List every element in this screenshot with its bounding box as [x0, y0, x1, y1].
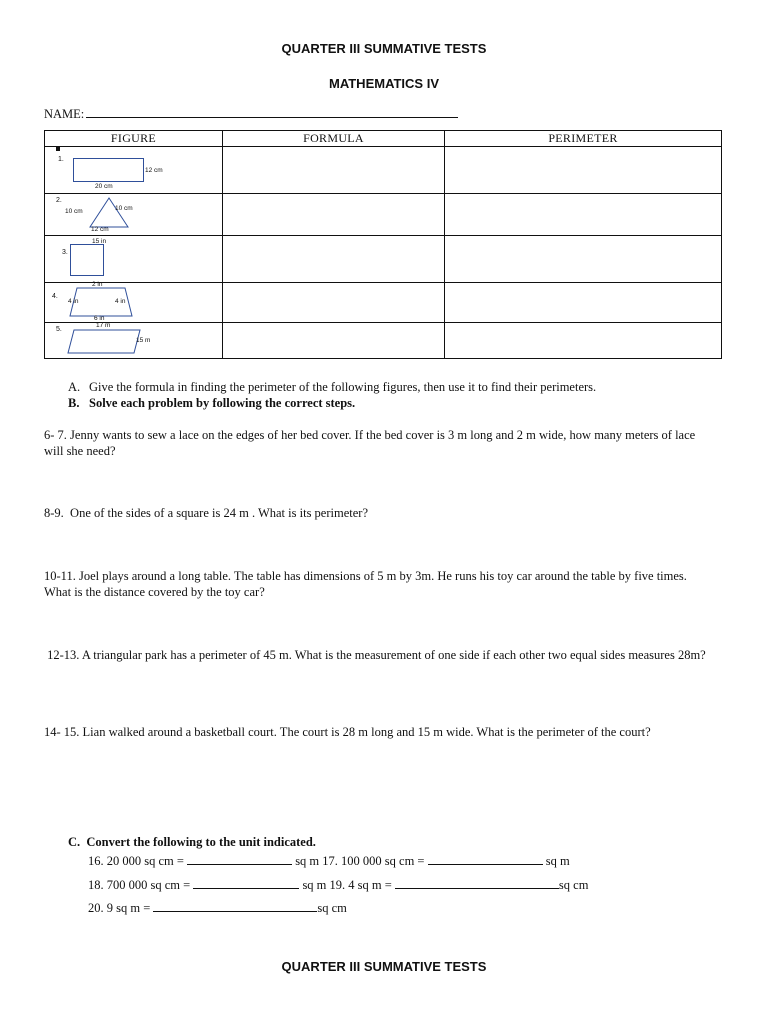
- dimension-label: 4 in: [115, 298, 126, 305]
- rectangle-figure: [73, 158, 145, 183]
- section-c-title: Convert the following to the unit indicated.: [86, 835, 316, 849]
- dimension-label: 10 cm: [115, 205, 133, 212]
- answer-blank[interactable]: [153, 900, 317, 912]
- formula-cell[interactable]: [223, 323, 445, 359]
- instruction-a: [68, 379, 596, 395]
- formula-cell[interactable]: [223, 147, 445, 194]
- name-field[interactable]: [44, 106, 458, 122]
- perimeter-cell[interactable]: [445, 323, 722, 359]
- triangle-figure: [89, 197, 129, 228]
- problem-12-13: 12-13. A triangular park has a perimeter of 45 m. What is the measurement of one side if each other two equal sides measures 28m?: [44, 648, 706, 662]
- figure-number: 5.: [56, 326, 62, 333]
- figure-number: 3.: [62, 249, 68, 256]
- parallelogram-figure: [67, 329, 141, 354]
- conversion-question: 19. 4 sq m =: [329, 877, 392, 892]
- figure-cell-trapezoid: [45, 283, 223, 323]
- instruction-b-text: Solve each problem by following the correct steps.: [89, 396, 356, 410]
- formula-cell[interactable]: [223, 236, 445, 283]
- instruction-a-text: Give the formula in finding the perimeter of the following figures, then use it to find their perimeters.: [89, 380, 597, 394]
- conversion-row: [68, 874, 588, 898]
- column-header: FIGURE: [45, 131, 223, 147]
- conversion-unit: sq m: [295, 854, 320, 868]
- answer-blank[interactable]: [395, 877, 559, 889]
- table-row: [45, 147, 722, 194]
- figure-number: 2.: [56, 197, 62, 204]
- perimeter-cell[interactable]: [445, 194, 722, 236]
- figure-cell-parallelogram: [45, 323, 223, 359]
- answer-blank[interactable]: [193, 877, 299, 889]
- table-row: [45, 194, 722, 236]
- figure-cell-rectangle: [45, 147, 223, 194]
- name-blank[interactable]: [86, 107, 458, 118]
- conversion-question: 18. 700 000 sq cm =: [88, 877, 191, 892]
- conversion-row: [68, 897, 588, 921]
- test-title: QUARTER III SUMMATIVE TESTS: [281, 41, 487, 56]
- conversion-question: 20. 9 sq m =: [88, 901, 151, 915]
- table-header-row: [45, 131, 722, 147]
- section-c: [68, 834, 588, 921]
- dimension-label: 17 m: [96, 322, 111, 329]
- conversion-row: [68, 850, 588, 874]
- instruction-b: [68, 395, 596, 411]
- section-c-heading: [68, 834, 588, 850]
- table-row: [45, 283, 722, 323]
- column-header: FORMULA: [223, 131, 445, 147]
- formula-cell[interactable]: [223, 283, 445, 323]
- subject-title: MATHEMATICS IV: [328, 76, 439, 91]
- figures-table: [44, 130, 722, 359]
- perimeter-cell[interactable]: [445, 236, 722, 283]
- footer-title: QUARTER III SUMMATIVE TESTS: [281, 959, 487, 974]
- dimension-label: 2 in: [92, 281, 103, 288]
- problem-14-15: 14- 15. Lian walked around a basketball court. The court is 28 m long and 15 m wide. What is the perimeter of the court?: [44, 725, 651, 739]
- problem-8-9: 8-9. One of the sides of a square is 24 m . What is its perimeter?: [44, 506, 368, 520]
- answer-blank[interactable]: [428, 853, 543, 865]
- instruction-b-label: B.: [68, 396, 80, 410]
- dimension-label: 12 cm: [145, 167, 163, 174]
- conversion-unit: sq m: [545, 854, 570, 868]
- conversion-unit: sq m: [302, 877, 327, 892]
- dimension-label: 12 cm: [91, 226, 109, 233]
- conversion-unit: sq cm: [317, 901, 347, 915]
- conversion-unit: sq cm: [558, 877, 589, 892]
- perimeter-cell[interactable]: [445, 283, 722, 323]
- problem-6-7: 6- 7. Jenny wants to sew a lace on the edges of her bed cover. If the bed cover is 3 m long and 2 m wide, how many meters of lace will she need?: [44, 428, 696, 458]
- answer-blank[interactable]: [187, 853, 292, 865]
- square-figure: [70, 244, 105, 277]
- figure-cell-square: [45, 236, 223, 283]
- name-label: NAME:: [44, 107, 85, 121]
- dimension-label: 6 in: [94, 315, 105, 322]
- dimension-label: 15 m: [136, 337, 151, 344]
- figure-cell-triangle: [45, 194, 223, 236]
- instruction-a-label: A.: [68, 380, 81, 394]
- perimeter-cell[interactable]: [445, 147, 722, 194]
- conversion-question: 17. 100 000 sq cm =: [322, 854, 425, 868]
- table-row: [45, 236, 722, 283]
- conversion-question: 16. 20 000 sq cm =: [88, 854, 184, 868]
- figure-number: 4.: [52, 293, 58, 300]
- dimension-label: 15 in: [92, 238, 107, 245]
- dimension-label: 4 in: [68, 298, 79, 305]
- column-header: PERIMETER: [445, 131, 722, 147]
- dimension-label: 20 cm: [95, 183, 113, 190]
- instructions: [68, 379, 596, 411]
- formula-cell[interactable]: [223, 194, 445, 236]
- problem-10-11: 10-11. Joel plays around a long table. The table has dimensions of 5 m by 3m. He runs his toy car around the table by five times. What is the distance covered by the toy car?: [44, 569, 687, 599]
- section-c-label: C.: [68, 835, 81, 849]
- table-row: [45, 323, 722, 359]
- figure-number: 1.: [58, 156, 64, 163]
- dimension-label: 10 cm: [65, 208, 83, 215]
